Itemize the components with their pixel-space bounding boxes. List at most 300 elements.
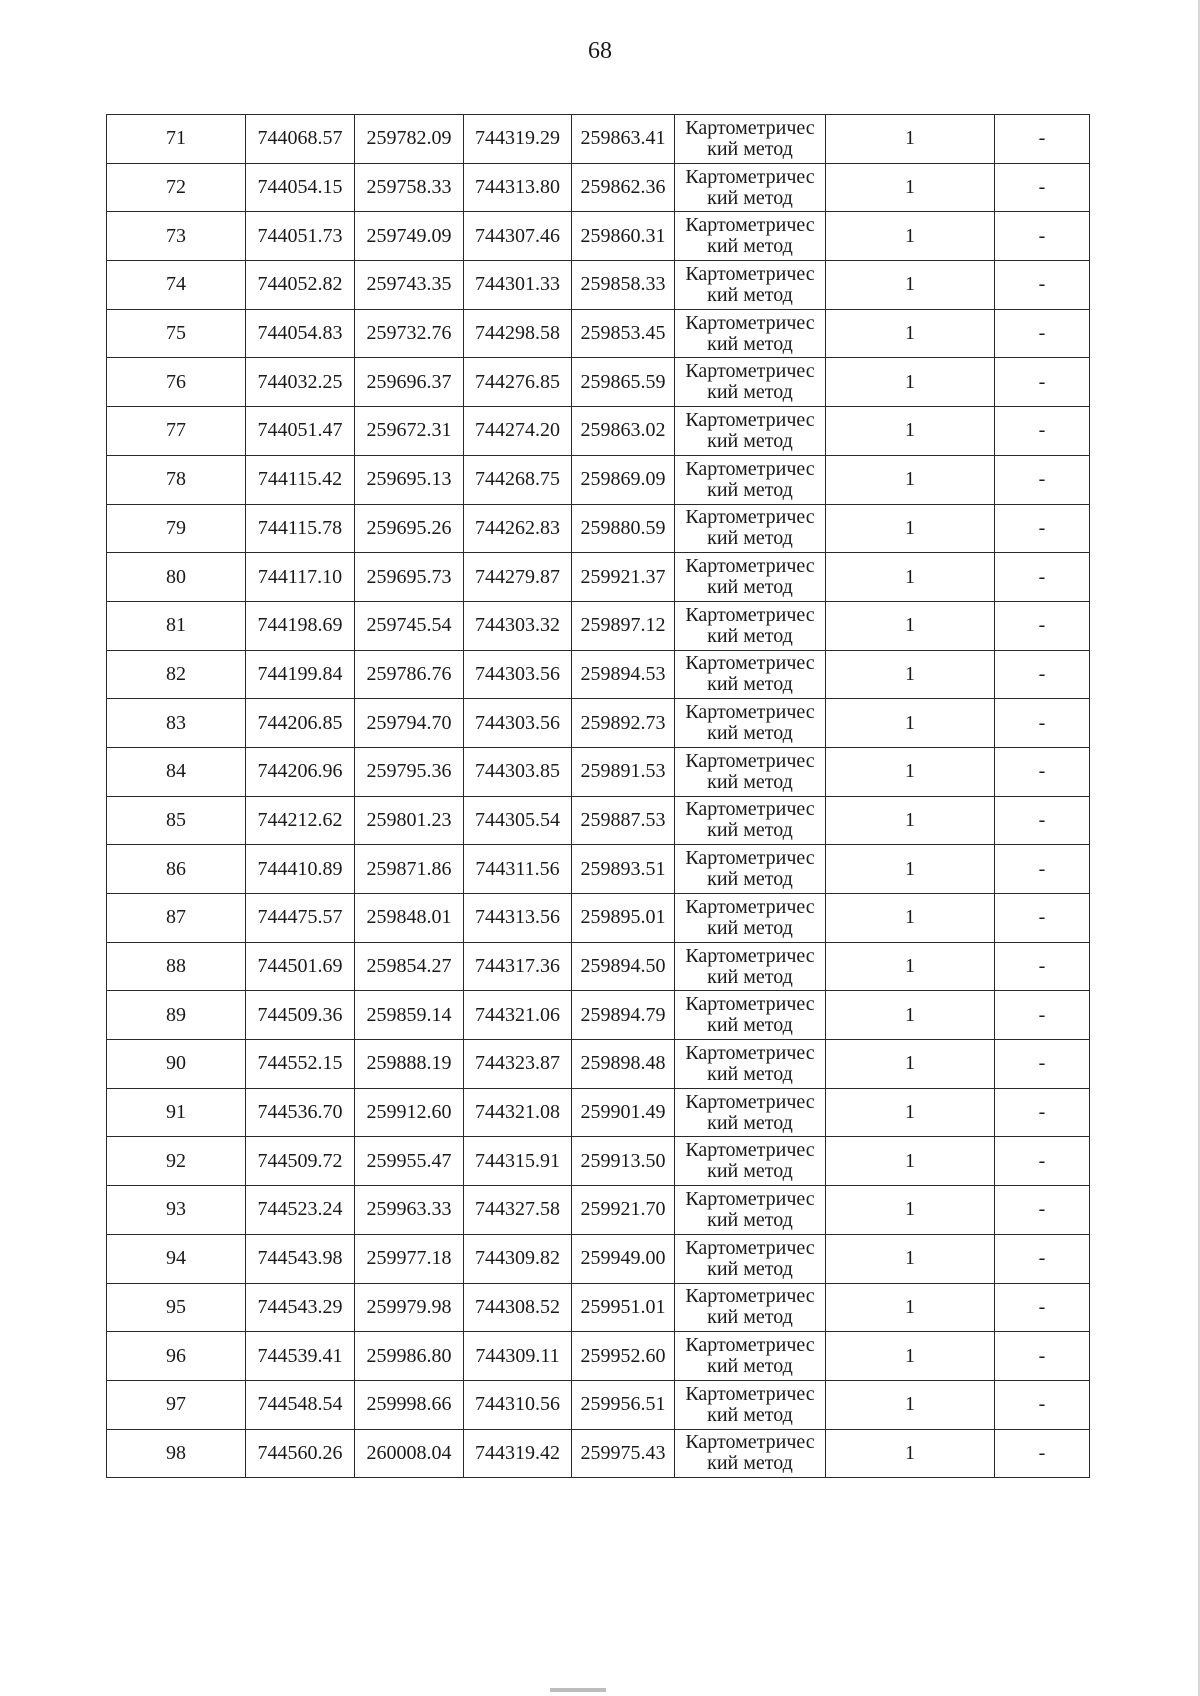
cell-precision: 1 — [826, 1380, 995, 1429]
cell-y-coordinate: 259801.23 — [355, 796, 464, 845]
method-text — [685, 1092, 814, 1134]
cell-y2-coordinate: 259863.41 — [572, 115, 675, 164]
cell-method — [675, 1088, 826, 1137]
cell-y-coordinate: 259977.18 — [355, 1234, 464, 1283]
cell-x2-coordinate: 744307.46 — [464, 212, 572, 261]
cell-precision: 1 — [826, 212, 995, 261]
cell-method — [675, 1429, 826, 1478]
cell-method — [675, 309, 826, 358]
table-row — [107, 358, 1090, 407]
cell-y-coordinate: 259782.09 — [355, 115, 464, 164]
cell-x2-coordinate: 744317.36 — [464, 942, 572, 991]
cell-precision: 1 — [826, 1040, 995, 1089]
table-row — [107, 894, 1090, 943]
method-line-2: кий метод — [707, 576, 793, 599]
cell-y2-coordinate: 259858.33 — [572, 261, 675, 310]
method-line-2: кий метод — [707, 1403, 793, 1426]
cell-method — [675, 650, 826, 699]
cell-point-number: 86 — [107, 845, 246, 894]
cell-y2-coordinate: 259975.43 — [572, 1429, 675, 1478]
method-line-2: кий метод — [707, 1062, 793, 1085]
cell-point-number: 90 — [107, 1040, 246, 1089]
method-line-1: Картометричес — [685, 1139, 815, 1162]
table-row — [107, 747, 1090, 796]
cell-precision: 1 — [826, 845, 995, 894]
cell-y2-coordinate: 259897.12 — [572, 601, 675, 650]
method-line-1: Картометричес — [685, 944, 815, 967]
cell-method — [675, 1137, 826, 1186]
cell-y2-coordinate: 259863.02 — [572, 407, 675, 456]
cell-y-coordinate: 259912.60 — [355, 1088, 464, 1137]
cell-y-coordinate: 259695.13 — [355, 455, 464, 504]
cell-y2-coordinate: 259913.50 — [572, 1137, 675, 1186]
method-text — [685, 1189, 814, 1231]
cell-x2-coordinate: 744303.32 — [464, 601, 572, 650]
cell-method — [675, 1234, 826, 1283]
method-text — [685, 897, 814, 939]
method-line-1: Картометричес — [685, 701, 815, 724]
cell-point-number: 79 — [107, 504, 246, 553]
cell-y2-coordinate: 259894.53 — [572, 650, 675, 699]
method-line-2: кий метод — [707, 186, 793, 209]
method-text — [685, 118, 814, 160]
cell-x2-coordinate: 744262.83 — [464, 504, 572, 553]
cell-precision: 1 — [826, 942, 995, 991]
cell-precision: 1 — [826, 115, 995, 164]
cell-point-number: 77 — [107, 407, 246, 456]
table-row — [107, 942, 1090, 991]
cell-x-coordinate: 744206.85 — [246, 699, 355, 748]
cell-x2-coordinate: 744321.06 — [464, 991, 572, 1040]
method-text — [685, 507, 814, 549]
cell-y-coordinate: 259963.33 — [355, 1186, 464, 1235]
table-row — [107, 1234, 1090, 1283]
cell-y-coordinate: 259859.14 — [355, 991, 464, 1040]
cell-x-coordinate: 744543.98 — [246, 1234, 355, 1283]
cell-x2-coordinate: 744276.85 — [464, 358, 572, 407]
cell-point-number: 88 — [107, 942, 246, 991]
cell-point-number: 83 — [107, 699, 246, 748]
cell-method — [675, 1283, 826, 1332]
method-line-1: Картометричес — [685, 993, 815, 1016]
table-row — [107, 1429, 1090, 1478]
cell-x2-coordinate: 744323.87 — [464, 1040, 572, 1089]
cell-note: - — [995, 1234, 1090, 1283]
cell-precision: 1 — [826, 894, 995, 943]
cell-note: - — [995, 1186, 1090, 1235]
cell-x2-coordinate: 744327.58 — [464, 1186, 572, 1235]
table-row — [107, 1088, 1090, 1137]
cell-note: - — [995, 1429, 1090, 1478]
cell-note: - — [995, 1380, 1090, 1429]
cell-point-number: 92 — [107, 1137, 246, 1186]
cell-x2-coordinate: 744279.87 — [464, 553, 572, 602]
cell-x2-coordinate: 744308.52 — [464, 1283, 572, 1332]
cell-y-coordinate: 259695.73 — [355, 553, 464, 602]
cell-y-coordinate: 259794.70 — [355, 699, 464, 748]
cell-y-coordinate: 260008.04 — [355, 1429, 464, 1478]
cell-x-coordinate: 744052.82 — [246, 261, 355, 310]
cell-note: - — [995, 1283, 1090, 1332]
table-row — [107, 455, 1090, 504]
method-line-1: Картометричес — [685, 408, 815, 431]
cell-method — [675, 1332, 826, 1381]
cell-y-coordinate: 259743.35 — [355, 261, 464, 310]
cell-note: - — [995, 553, 1090, 602]
method-line-1: Картометричес — [685, 1041, 815, 1064]
cell-point-number: 96 — [107, 1332, 246, 1381]
cell-note: - — [995, 747, 1090, 796]
method-line-1: Картометричес — [685, 457, 815, 480]
method-line-1: Картометричес — [685, 798, 815, 821]
cell-precision: 1 — [826, 991, 995, 1040]
cell-y-coordinate: 259795.36 — [355, 747, 464, 796]
cell-precision: 1 — [826, 163, 995, 212]
table-row — [107, 163, 1090, 212]
method-line-2: кий метод — [707, 1306, 793, 1329]
cell-x-coordinate: 744198.69 — [246, 601, 355, 650]
method-line-1: Картометричес — [685, 214, 815, 237]
cell-y-coordinate: 259854.27 — [355, 942, 464, 991]
cell-x2-coordinate: 744301.33 — [464, 261, 572, 310]
table-row — [107, 1040, 1090, 1089]
method-line-2: кий метод — [707, 1257, 793, 1280]
cell-y2-coordinate: 259862.36 — [572, 163, 675, 212]
cell-note: - — [995, 455, 1090, 504]
method-line-1: Картометричес — [685, 1090, 815, 1113]
cell-y-coordinate: 259732.76 — [355, 309, 464, 358]
cell-x2-coordinate: 744268.75 — [464, 455, 572, 504]
cell-point-number: 91 — [107, 1088, 246, 1137]
cell-x-coordinate: 744509.72 — [246, 1137, 355, 1186]
method-text — [685, 1140, 814, 1182]
cell-x2-coordinate: 744321.08 — [464, 1088, 572, 1137]
cell-note: - — [995, 115, 1090, 164]
table-row — [107, 261, 1090, 310]
method-line-2: кий метод — [707, 965, 793, 988]
cell-y-coordinate: 259998.66 — [355, 1380, 464, 1429]
cell-x2-coordinate: 744274.20 — [464, 407, 572, 456]
method-line-1: Картометричес — [685, 603, 815, 626]
cell-precision: 1 — [826, 1088, 995, 1137]
cell-y-coordinate: 259758.33 — [355, 163, 464, 212]
cell-x-coordinate: 744051.73 — [246, 212, 355, 261]
cell-y2-coordinate: 259869.09 — [572, 455, 675, 504]
cell-point-number: 85 — [107, 796, 246, 845]
cell-y-coordinate: 259672.31 — [355, 407, 464, 456]
method-line-2: кий метод — [707, 332, 793, 355]
cell-x-coordinate: 744410.89 — [246, 845, 355, 894]
method-line-1: Картометричес — [685, 360, 815, 383]
method-text — [685, 264, 814, 306]
cell-method — [675, 1186, 826, 1235]
method-text — [685, 605, 814, 647]
cell-method — [675, 407, 826, 456]
method-line-2: кий метод — [707, 819, 793, 842]
cell-y2-coordinate: 259893.51 — [572, 845, 675, 894]
cell-point-number: 73 — [107, 212, 246, 261]
method-text — [685, 1286, 814, 1328]
cell-method — [675, 1040, 826, 1089]
cell-y2-coordinate: 259949.00 — [572, 1234, 675, 1283]
cell-method — [675, 942, 826, 991]
method-line-2: кий метод — [707, 1208, 793, 1231]
cell-y-coordinate: 259979.98 — [355, 1283, 464, 1332]
cell-x-coordinate: 744475.57 — [246, 894, 355, 943]
cell-x-coordinate: 744212.62 — [246, 796, 355, 845]
cell-method — [675, 115, 826, 164]
cell-precision: 1 — [826, 747, 995, 796]
cell-point-number: 74 — [107, 261, 246, 310]
cell-precision: 1 — [826, 455, 995, 504]
cell-x-coordinate: 744068.57 — [246, 115, 355, 164]
cell-x-coordinate: 744206.96 — [246, 747, 355, 796]
method-line-1: Картометричес — [685, 652, 815, 675]
method-line-2: кий метод — [707, 722, 793, 745]
table-row — [107, 1283, 1090, 1332]
cell-note: - — [995, 212, 1090, 261]
table-row — [107, 650, 1090, 699]
cell-method — [675, 894, 826, 943]
cell-precision: 1 — [826, 796, 995, 845]
cell-x-coordinate: 744501.69 — [246, 942, 355, 991]
method-line-1: Картометричес — [685, 555, 815, 578]
cell-precision: 1 — [826, 1429, 995, 1478]
cell-y-coordinate: 259986.80 — [355, 1332, 464, 1381]
method-line-1: Картометричес — [685, 847, 815, 870]
cell-note: - — [995, 699, 1090, 748]
cell-note: - — [995, 601, 1090, 650]
cell-point-number: 94 — [107, 1234, 246, 1283]
cell-y2-coordinate: 259921.70 — [572, 1186, 675, 1235]
method-text — [685, 215, 814, 257]
method-line-2: кий метод — [707, 770, 793, 793]
cell-x-coordinate: 744117.10 — [246, 553, 355, 602]
cell-precision: 1 — [826, 699, 995, 748]
cell-precision: 1 — [826, 504, 995, 553]
cell-precision: 1 — [826, 1283, 995, 1332]
cell-point-number: 80 — [107, 553, 246, 602]
cell-x2-coordinate: 744313.80 — [464, 163, 572, 212]
cell-precision: 1 — [826, 1186, 995, 1235]
method-text — [685, 167, 814, 209]
cell-y-coordinate: 259786.76 — [355, 650, 464, 699]
method-line-2: кий метод — [707, 235, 793, 258]
cell-note: - — [995, 309, 1090, 358]
cell-x2-coordinate: 744319.42 — [464, 1429, 572, 1478]
method-line-2: кий метод — [707, 478, 793, 501]
cell-precision: 1 — [826, 1332, 995, 1381]
cell-note: - — [995, 942, 1090, 991]
cell-note: - — [995, 1332, 1090, 1381]
cell-method — [675, 212, 826, 261]
method-line-2: кий метод — [707, 916, 793, 939]
cell-precision: 1 — [826, 601, 995, 650]
cell-y2-coordinate: 259901.49 — [572, 1088, 675, 1137]
cell-note: - — [995, 261, 1090, 310]
cell-x-coordinate: 744539.41 — [246, 1332, 355, 1381]
method-text — [685, 751, 814, 793]
table-row — [107, 699, 1090, 748]
cell-method — [675, 601, 826, 650]
coordinates-table — [106, 114, 1090, 1478]
method-text — [685, 653, 814, 695]
cell-method — [675, 747, 826, 796]
cell-y2-coordinate: 259891.53 — [572, 747, 675, 796]
method-text — [685, 361, 814, 403]
cell-method — [675, 553, 826, 602]
table-row — [107, 309, 1090, 358]
cell-y-coordinate: 259749.09 — [355, 212, 464, 261]
cell-y2-coordinate: 259860.31 — [572, 212, 675, 261]
cell-y-coordinate: 259888.19 — [355, 1040, 464, 1089]
cell-note: - — [995, 1088, 1090, 1137]
method-text — [685, 1432, 814, 1474]
cell-note: - — [995, 407, 1090, 456]
cell-precision: 1 — [826, 358, 995, 407]
cell-note: - — [995, 1040, 1090, 1089]
cell-point-number: 72 — [107, 163, 246, 212]
method-text — [685, 1043, 814, 1085]
cell-method — [675, 163, 826, 212]
cell-precision: 1 — [826, 1137, 995, 1186]
cell-y2-coordinate: 259894.79 — [572, 991, 675, 1040]
cell-method — [675, 699, 826, 748]
cell-precision: 1 — [826, 1234, 995, 1283]
cell-point-number: 71 — [107, 115, 246, 164]
method-text — [685, 313, 814, 355]
cell-precision: 1 — [826, 309, 995, 358]
method-text — [685, 702, 814, 744]
method-line-2: кий метод — [707, 1355, 793, 1378]
cell-note: - — [995, 163, 1090, 212]
cell-x-coordinate: 744560.26 — [246, 1429, 355, 1478]
cell-x-coordinate: 744199.84 — [246, 650, 355, 699]
method-text — [685, 946, 814, 988]
cell-note: - — [995, 796, 1090, 845]
cell-point-number: 75 — [107, 309, 246, 358]
method-line-1: Картометричес — [685, 262, 815, 285]
method-line-1: Картометричес — [685, 1334, 815, 1357]
cell-method — [675, 455, 826, 504]
method-line-1: Картометричес — [685, 1431, 815, 1454]
cell-y2-coordinate: 259887.53 — [572, 796, 675, 845]
method-line-1: Картометричес — [685, 116, 815, 139]
method-line-2: кий метод — [707, 429, 793, 452]
table-row — [107, 1137, 1090, 1186]
page-number: 68 — [588, 38, 612, 64]
cell-point-number: 76 — [107, 358, 246, 407]
cell-x-coordinate: 744051.47 — [246, 407, 355, 456]
method-line-2: кий метод — [707, 868, 793, 891]
method-line-2: кий метод — [707, 1014, 793, 1037]
cell-y-coordinate: 259745.54 — [355, 601, 464, 650]
cell-note: - — [995, 504, 1090, 553]
method-line-2: кий метод — [707, 1111, 793, 1134]
cell-note: - — [995, 650, 1090, 699]
cell-method — [675, 358, 826, 407]
cell-x2-coordinate: 744311.56 — [464, 845, 572, 894]
cell-point-number: 95 — [107, 1283, 246, 1332]
cell-precision: 1 — [826, 650, 995, 699]
cell-point-number: 84 — [107, 747, 246, 796]
cell-y2-coordinate: 259892.73 — [572, 699, 675, 748]
cell-x2-coordinate: 744305.54 — [464, 796, 572, 845]
table-row — [107, 1186, 1090, 1235]
method-text — [685, 994, 814, 1036]
cell-x-coordinate: 744115.78 — [246, 504, 355, 553]
method-line-1: Картометричес — [685, 1285, 815, 1308]
method-text — [685, 848, 814, 890]
cell-point-number: 87 — [107, 894, 246, 943]
method-text — [685, 459, 814, 501]
method-line-2: кий метод — [707, 673, 793, 696]
table-row — [107, 115, 1090, 164]
method-line-2: кий метод — [707, 527, 793, 550]
method-text — [685, 556, 814, 598]
cell-y2-coordinate: 259853.45 — [572, 309, 675, 358]
table-row — [107, 504, 1090, 553]
cell-note: - — [995, 991, 1090, 1040]
method-line-1: Картометричес — [685, 749, 815, 772]
cell-y-coordinate: 259955.47 — [355, 1137, 464, 1186]
method-line-1: Картометричес — [685, 1236, 815, 1259]
cell-x2-coordinate: 744309.11 — [464, 1332, 572, 1381]
method-line-1: Картометричес — [685, 1187, 815, 1210]
cell-method — [675, 796, 826, 845]
method-text — [685, 1384, 814, 1426]
cell-note: - — [995, 845, 1090, 894]
cell-y2-coordinate: 259898.48 — [572, 1040, 675, 1089]
cell-y-coordinate: 259871.86 — [355, 845, 464, 894]
cell-method — [675, 504, 826, 553]
cell-y2-coordinate: 259952.60 — [572, 1332, 675, 1381]
cell-x-coordinate: 744552.15 — [246, 1040, 355, 1089]
method-line-2: кий метод — [707, 624, 793, 647]
cell-y2-coordinate: 259894.50 — [572, 942, 675, 991]
cell-x-coordinate: 744536.70 — [246, 1088, 355, 1137]
cell-x-coordinate: 744509.36 — [246, 991, 355, 1040]
cell-precision: 1 — [826, 261, 995, 310]
cell-x2-coordinate: 744313.56 — [464, 894, 572, 943]
cell-x2-coordinate: 744303.56 — [464, 699, 572, 748]
method-line-1: Картометричес — [685, 165, 815, 188]
cell-point-number: 97 — [107, 1380, 246, 1429]
table-row — [107, 1380, 1090, 1429]
cell-method — [675, 991, 826, 1040]
cell-y2-coordinate: 259951.01 — [572, 1283, 675, 1332]
method-line-1: Картометричес — [685, 311, 815, 334]
cell-point-number: 81 — [107, 601, 246, 650]
table-row — [107, 1332, 1090, 1381]
cell-point-number: 89 — [107, 991, 246, 1040]
cell-note: - — [995, 894, 1090, 943]
cell-x2-coordinate: 744319.29 — [464, 115, 572, 164]
cell-x2-coordinate: 744315.91 — [464, 1137, 572, 1186]
cell-point-number: 93 — [107, 1186, 246, 1235]
method-line-2: кий метод — [707, 283, 793, 306]
cell-x2-coordinate: 744303.85 — [464, 747, 572, 796]
cell-x2-coordinate: 744303.56 — [464, 650, 572, 699]
table-row — [107, 553, 1090, 602]
cell-y2-coordinate: 259865.59 — [572, 358, 675, 407]
table-row — [107, 845, 1090, 894]
table-row — [107, 407, 1090, 456]
cell-y2-coordinate: 259895.01 — [572, 894, 675, 943]
cell-precision: 1 — [826, 553, 995, 602]
method-line-1: Картометричес — [685, 895, 815, 918]
method-text — [685, 799, 814, 841]
